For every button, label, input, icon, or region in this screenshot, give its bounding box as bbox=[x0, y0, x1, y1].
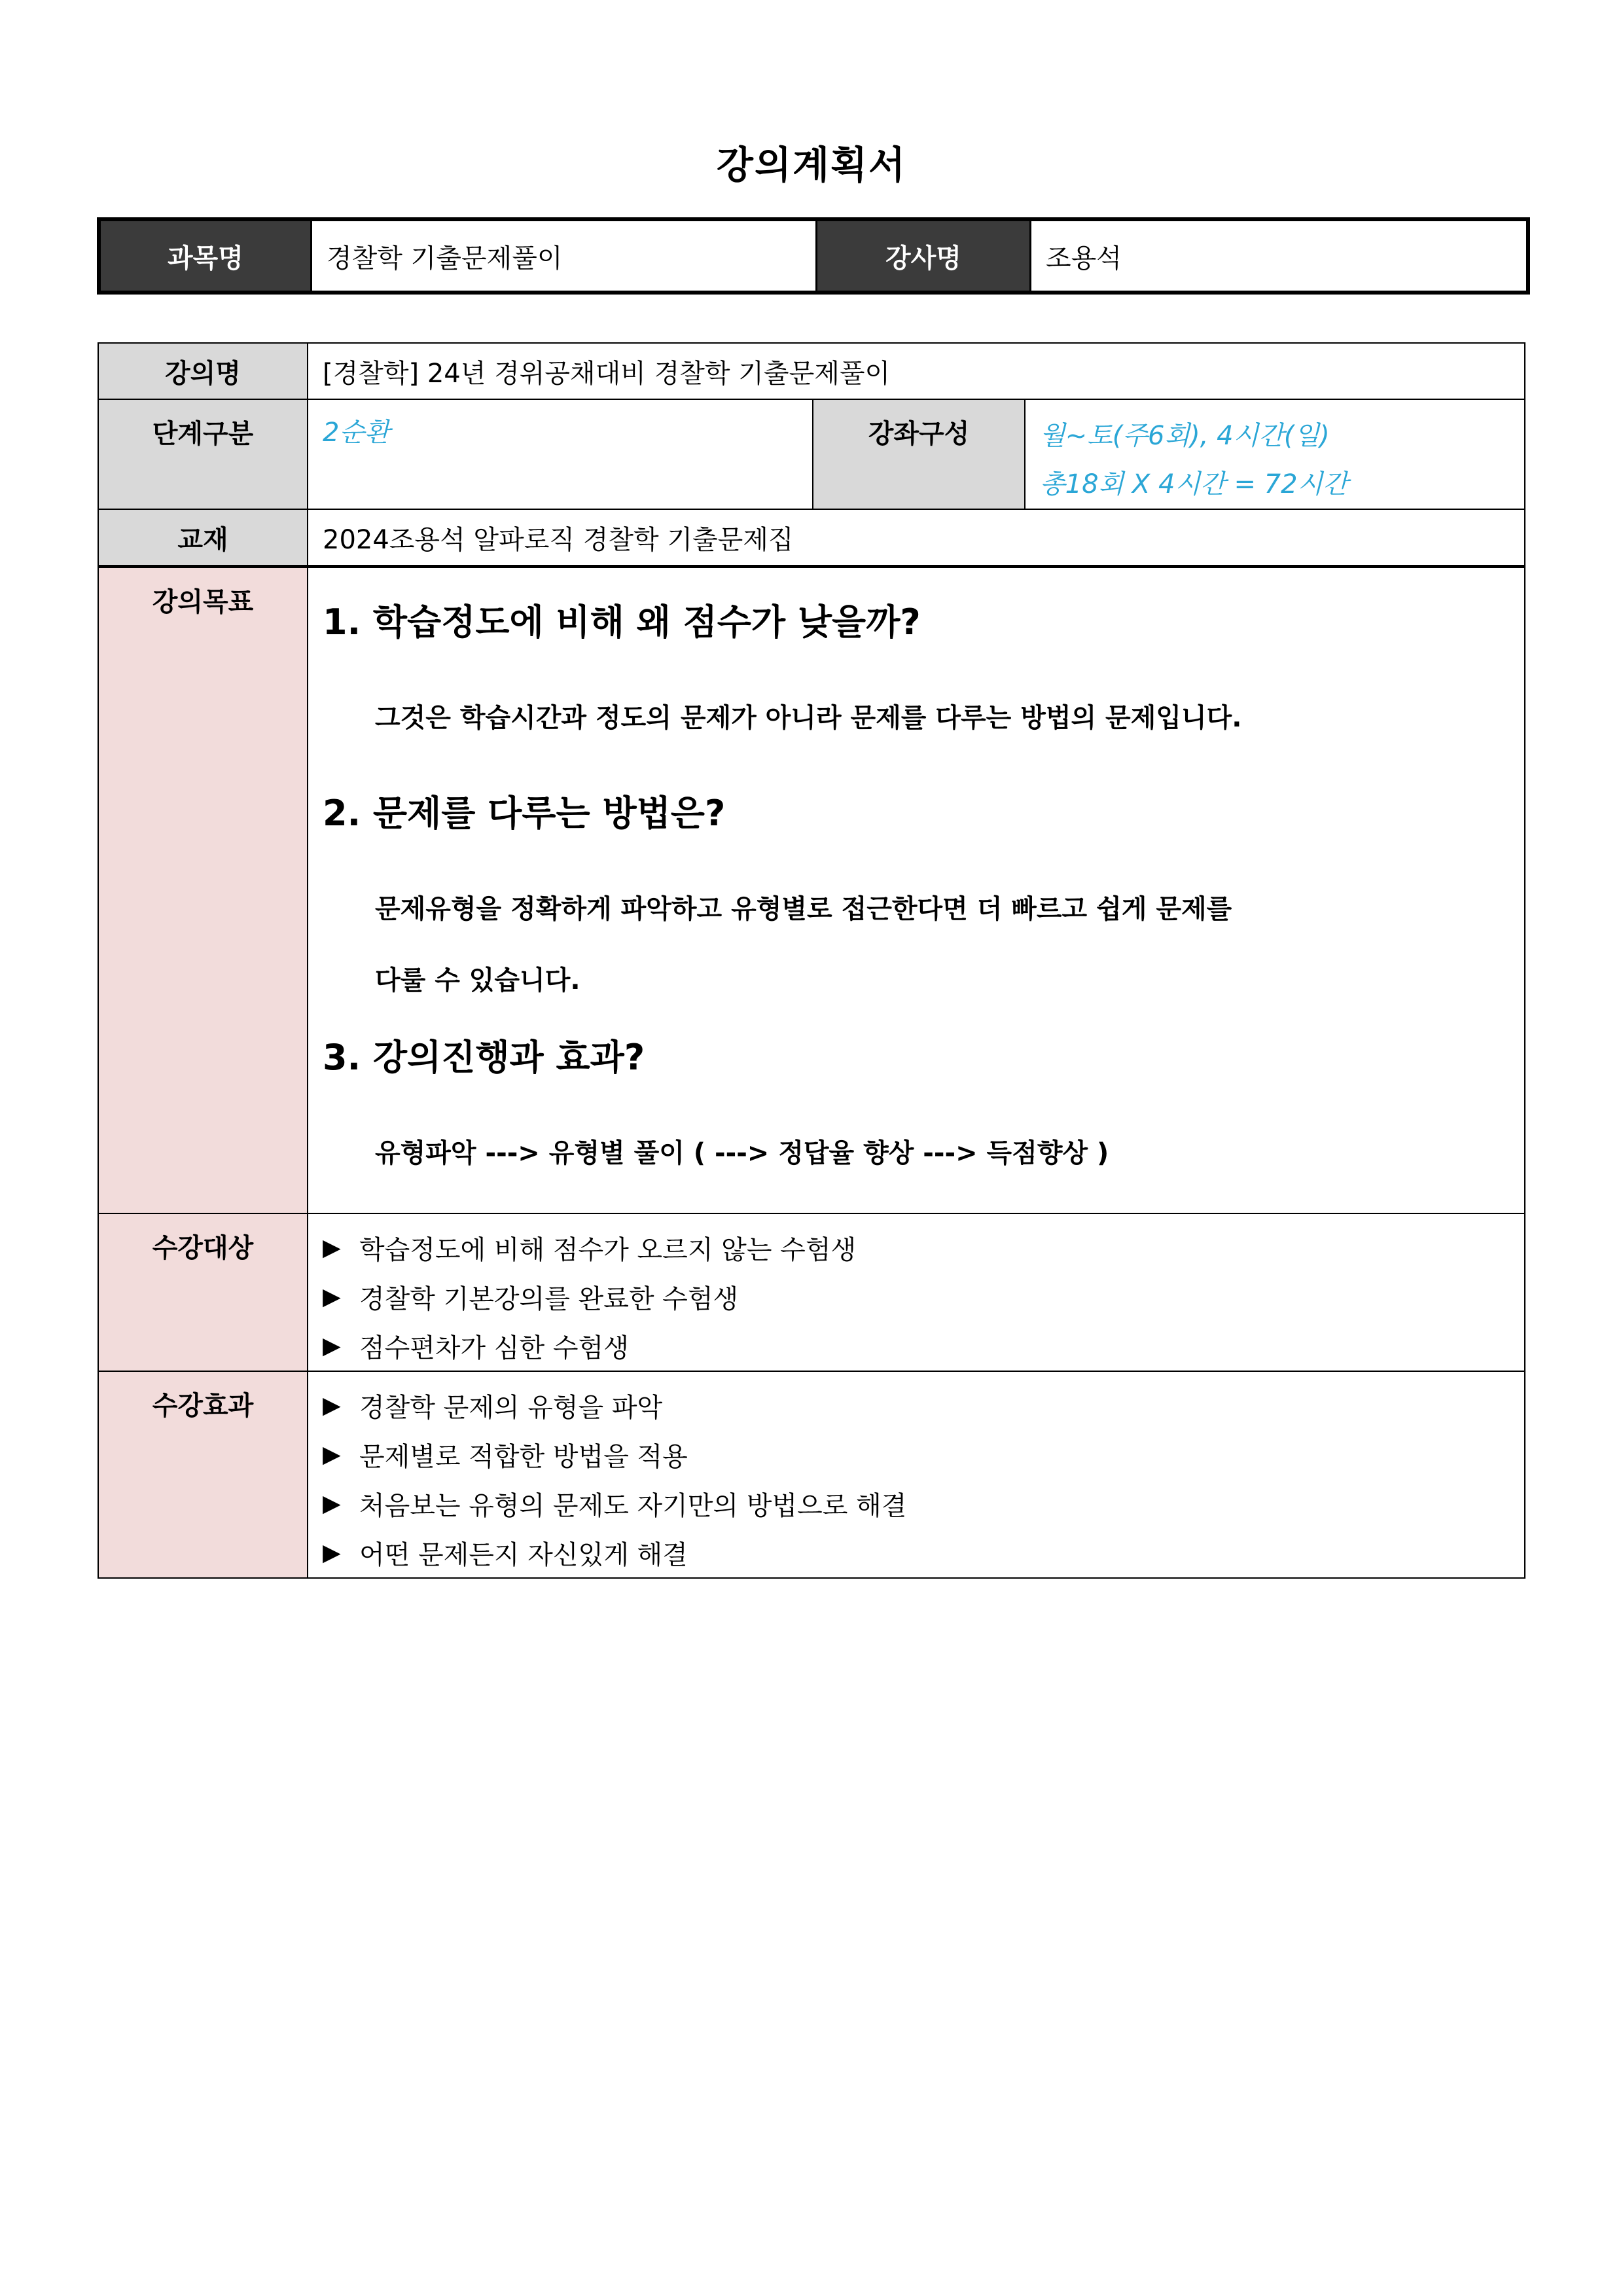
stage-value: 2순환 bbox=[323, 418, 390, 448]
course-name-row bbox=[98, 343, 1525, 399]
bullet-arrow-icon: ▶ bbox=[323, 1234, 341, 1261]
textbook-label: 교재 bbox=[177, 524, 228, 555]
composition-line-1: 월~토(주6회), 4시간(일) bbox=[1040, 421, 1330, 451]
effect-list bbox=[323, 1372, 1524, 1577]
target-row bbox=[98, 1213, 1525, 1371]
list-item: ▶ 처음보는 유형의 문제도 자기만의 방법으로 해결 bbox=[323, 1490, 907, 1521]
goal-answer-2-line-1: 문제유형을 정확하게 파악하고 유형별로 접근한다면 더 빠르고 쉽게 문제를 bbox=[375, 894, 1232, 924]
effect-label: 수강효과 bbox=[152, 1391, 254, 1421]
instructor-label: 강사명 bbox=[815, 221, 1029, 291]
goal-question-3: 3. 강의진행과 효과? bbox=[323, 1037, 645, 1078]
course-plan-table bbox=[98, 342, 1525, 1579]
goal-row bbox=[98, 567, 1525, 1214]
goal-answer-1: 그것은 학습시간과 정도의 문제가 아니라 문제를 다루는 방법의 문제입니다. bbox=[375, 703, 1242, 733]
list-item: ▶ 경찰학 문제의 유형을 파악 bbox=[323, 1392, 663, 1423]
subject-label: 과목명 bbox=[101, 221, 310, 291]
bullet-arrow-icon: ▶ bbox=[323, 1441, 341, 1468]
header-table bbox=[97, 217, 1530, 295]
composition-line-2: 총18회 X 4시간 = 72시간 bbox=[1040, 469, 1348, 499]
bullet-arrow-icon: ▶ bbox=[323, 1490, 341, 1517]
goal-content bbox=[308, 594, 1524, 1170]
textbook-row bbox=[98, 509, 1525, 567]
target-label: 수강대상 bbox=[152, 1233, 254, 1263]
goal-answer-3: 유형파악 ---> 유형별 풀이 ( ---> 정답율 향상 ---> 득점향상 ) bbox=[375, 1138, 1109, 1168]
course-name-label: 강의명 bbox=[165, 358, 241, 389]
composition-label: 강좌구성 bbox=[868, 419, 970, 449]
textbook-value: 2024조용석 알파로직 경찰학 기출문제집 bbox=[323, 524, 794, 555]
list-item: ▶ 경찰학 기본강의를 완료한 수험생 bbox=[323, 1283, 739, 1314]
bullet-arrow-icon: ▶ bbox=[323, 1539, 341, 1566]
bullet-arrow-icon: ▶ bbox=[323, 1333, 341, 1359]
target-list bbox=[323, 1214, 1524, 1371]
goal-question-2: 2. 문제를 다루는 방법은? bbox=[323, 793, 726, 834]
effect-row bbox=[98, 1371, 1525, 1578]
list-item: ▶ 문제별로 적합한 방법을 적용 bbox=[323, 1441, 688, 1472]
stage-label: 단계구분 bbox=[152, 419, 254, 449]
bullet-arrow-icon: ▶ bbox=[323, 1392, 341, 1419]
goal-label: 강의목표 bbox=[152, 587, 254, 617]
list-item: ▶ 점수편차가 심한 수험생 bbox=[323, 1333, 629, 1363]
list-item: ▶ 학습정도에 비해 점수가 오르지 않는 수험생 bbox=[323, 1234, 857, 1265]
goal-answer-2-line-2: 다룰 수 있습니다. bbox=[375, 965, 580, 996]
instructor-value: 조용석 bbox=[1029, 221, 1526, 291]
goal-question-1: 1. 학습정도에 비해 왜 점수가 낮을까? bbox=[323, 601, 921, 643]
stage-row bbox=[98, 399, 1525, 509]
document-title: 강의계획서 bbox=[716, 143, 907, 187]
list-item: ▶ 어떤 문제든지 자신있게 해결 bbox=[323, 1539, 688, 1570]
subject-value: 경찰학 기출문제풀이 bbox=[310, 221, 815, 291]
course-name-value: [경찰학] 24년 경위공채대비 경찰학 기출문제풀이 bbox=[323, 358, 891, 389]
bullet-arrow-icon: ▶ bbox=[323, 1283, 341, 1310]
composition-value bbox=[1040, 400, 1524, 509]
